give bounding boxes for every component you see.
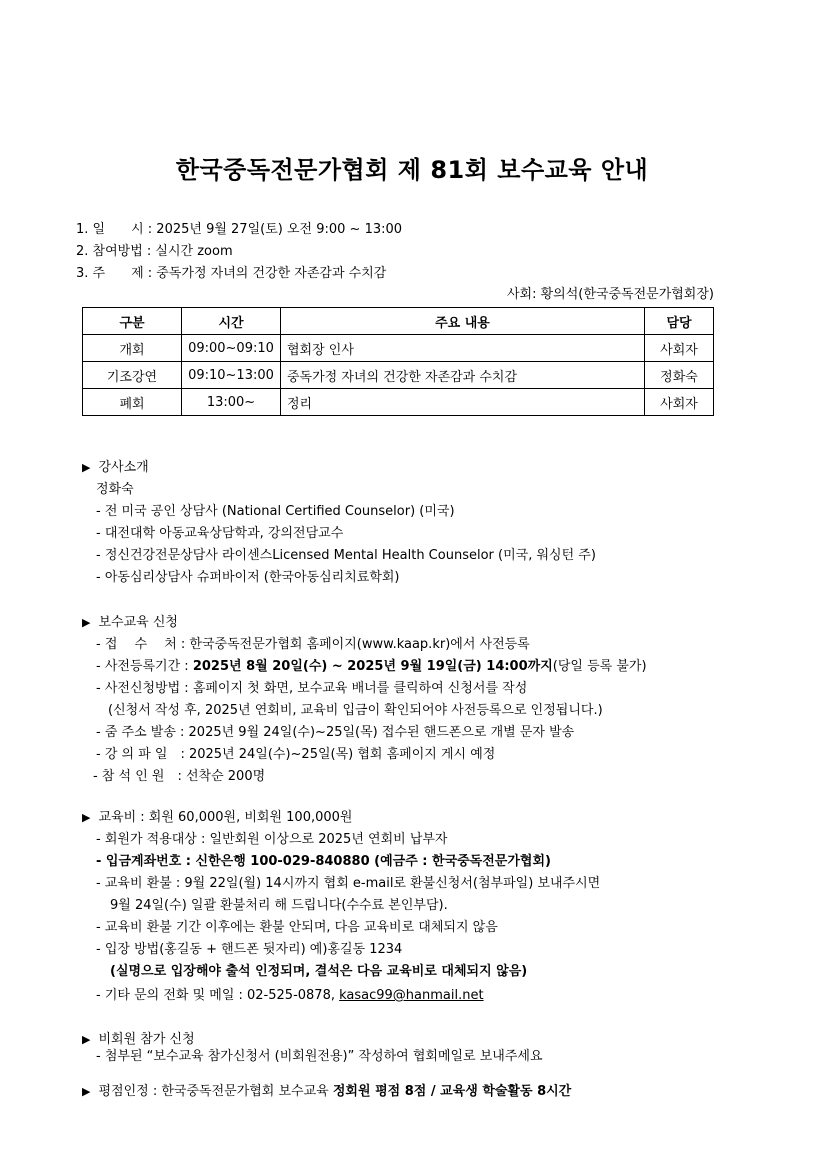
cell-content: 협회장 인사 <box>281 335 645 362</box>
list-item: - 대전대학 아동교육상담학과, 강의전담교수 <box>96 526 344 541</box>
fee-refund-note: 9월 24일(수) 일괄 환불처리 해 드립니다(수수료 본인부담). <box>110 898 448 913</box>
host-line: 사회: 황의석(한국중독전문가협회장) <box>506 287 714 302</box>
speaker-heading: ▶ 강사소개 <box>82 460 149 475</box>
list-item: - 전 미국 공인 상담사 (National Certified Counselor) (미국) <box>96 504 455 519</box>
right-triangle-icon: ▶ <box>82 811 91 824</box>
cell-category: 개회 <box>83 335 182 362</box>
fee-refund: - 교육비 환불 : 9월 22일(월) 14시까지 협회 e-mail로 환불신청서(첨부파일) 보내주시면 <box>96 876 601 891</box>
cell-person: 정화숙 <box>645 362 714 389</box>
apply-file: - 강 의 파 일 : 2025년 24일(수)~25일(목) 협회 홈페이지 게시 예정 <box>96 747 496 762</box>
cell-content: 중독가정 자녀의 건강한 자존감과 수치감 <box>281 362 645 389</box>
right-triangle-icon: ▶ <box>82 461 91 474</box>
schedule-table <box>82 307 714 416</box>
info-method: 2. 참여방법 : 실시간 zoom <box>76 244 233 259</box>
right-triangle-icon: ▶ <box>82 1033 91 1046</box>
schedule-header-row <box>83 308 714 335</box>
table-row <box>83 362 714 389</box>
apply-method: - 사전신청방법 : 홈페이지 첫 화면, 보수교육 배너를 클릭하여 신청서를 작성 <box>96 681 528 696</box>
col-header-time: 시간 <box>182 308 281 335</box>
cell-time: 09:10~13:00 <box>182 362 281 389</box>
apply-period: - 사전등록기간 : 2025년 8월 20일(수) ~ 2025년 9월 19일(금) 14:00까지(당일 등록 불가) <box>96 659 647 674</box>
col-header-person: 담당 <box>645 308 714 335</box>
apply-zoom: - 줌 주소 발송 : 2025년 9월 24일(수)~25일(목) 접수된 핸드폰으로 개별 문자 발송 <box>96 725 575 740</box>
email-link[interactable]: kasac99@hanmail.net <box>339 988 484 1003</box>
info-date: 1. 일 시 : 2025년 9월 27일(토) 오전 9:00 ~ 13:00 <box>76 222 403 237</box>
col-header-category: 구분 <box>83 308 182 335</box>
fee-entry-note: (실명으로 입장해야 출석 인정되며, 결석은 다음 교육비로 대체되지 않음) <box>110 964 528 979</box>
fee-contact: - 기타 문의 전화 및 메일 : 02-525-0878, kasac99@hanmail.net <box>96 988 484 1003</box>
fee-member: - 회원가 적용대상 : 일반회원 이상으로 2025년 연회비 납부자 <box>96 832 448 847</box>
fee-account: - 입금계좌번호 : 신한은행 100-029-840880 (예금주 : 한국중독전문가협회) <box>96 854 551 869</box>
col-header-content: 주요 내용 <box>281 308 645 335</box>
info-topic: 3. 주 제 : 중독가정 자녀의 건강한 자존감과 수치감 <box>76 266 387 281</box>
apply-capacity: - 참 석 인 원 : 선착순 200명 <box>93 769 266 784</box>
fee-entry: - 입장 방법(홍길동 + 핸드폰 뒷자리) 예)홍길동 1234 <box>96 942 403 957</box>
table-row <box>83 389 714 416</box>
page-title: 한국중독전문가협회 제 81회 보수교육 안내 <box>175 156 649 184</box>
cell-category: 폐회 <box>83 389 182 416</box>
apply-heading: ▶ 보수교육 신청 <box>82 615 178 630</box>
nonmember-heading: ▶ 비회원 참가 신청 <box>82 1032 195 1047</box>
points-line: ▶ 평점인정 : 한국중독전문가협회 보수교육 정회원 평점 8점 / 교육생 학술활동 8시간 <box>82 1084 572 1099</box>
list-item: - 아동심리상담사 슈퍼바이저 (한국아동심리치료학회) <box>96 570 400 585</box>
cell-time: 13:00~ <box>182 389 281 416</box>
speaker-name: 정화숙 <box>96 482 134 497</box>
apply-reception: - 접 수 처 : 한국중독전문가협회 홈페이지(www.kaap.kr)에서 사전등록 <box>96 637 530 652</box>
table-row <box>83 335 714 362</box>
cell-time: 09:00~09:10 <box>182 335 281 362</box>
apply-note: (신청서 작성 후, 2025년 연회비, 교육비 입금이 확인되어야 사전등록으로 인정됩니다.) <box>108 703 603 718</box>
fee-refund-period: - 교육비 환불 기간 이후에는 환불 안되며, 다음 교육비로 대체되지 않음 <box>96 920 498 935</box>
cell-person: 사회자 <box>645 335 714 362</box>
cell-content: 정리 <box>281 389 645 416</box>
right-triangle-icon: ▶ <box>82 1085 91 1098</box>
cell-category: 기조강연 <box>83 362 182 389</box>
right-triangle-icon: ▶ <box>82 616 91 629</box>
list-item: - 정신건강전문상담사 라이센스Licensed Mental Health Counselor (미국, 워싱턴 주) <box>96 548 596 563</box>
cell-person: 사회자 <box>645 389 714 416</box>
fee-heading: ▶ 교육비 : 회원 60,000원, 비회원 100,000원 <box>82 810 353 825</box>
nonmember-note: - 첨부된 “보수교육 참가신청서 (비회원전용)” 작성하여 협회메일로 보내주세요 <box>96 1049 543 1064</box>
